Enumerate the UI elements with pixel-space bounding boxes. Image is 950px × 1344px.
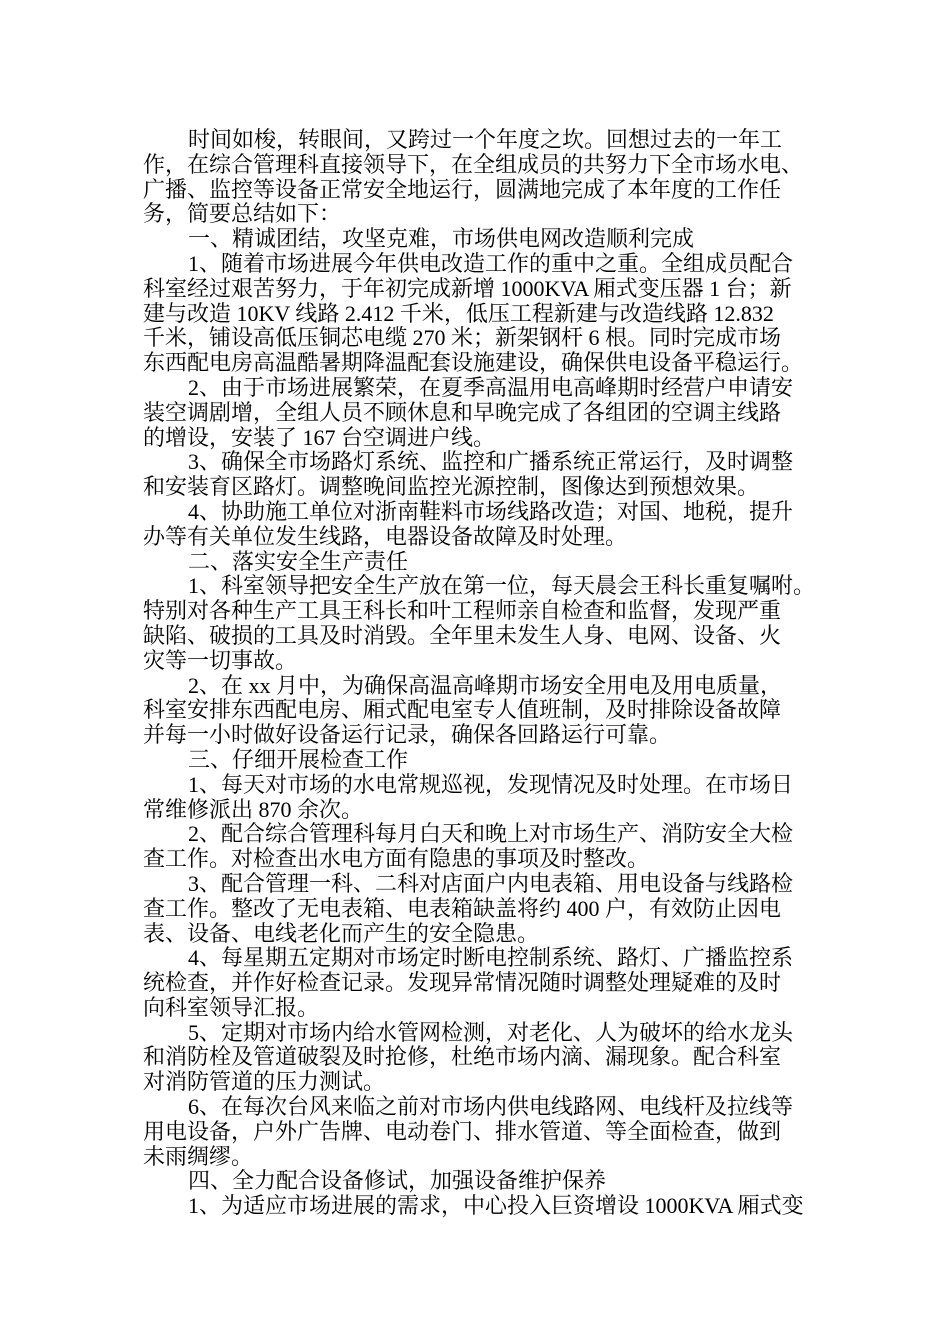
text-line: 3、配合管理一科、二科对店面户内电表箱、用电设备与线路检 xyxy=(188,870,794,896)
section-heading-1 xyxy=(143,227,805,252)
text-line: 2、由于市场进展繁荣，在夏季高温用电高峰期时经营户申请安 xyxy=(188,374,794,400)
text-line: 务，简要总结如下： xyxy=(143,201,342,227)
document-body xyxy=(143,127,816,1219)
text-line: 3、确保全市场路灯系统、监控和广播系统正常运行，及时调整 xyxy=(188,449,794,475)
paragraph-intro xyxy=(143,128,805,227)
text-line: 灾等一切事故。 xyxy=(143,647,298,673)
text-line: 特别对各种生产工具王科长和叶工程师亲自检查和监督，发现严重 xyxy=(143,598,782,624)
text-line: 作，在综合管理科直接领导下，在全组成员的共努力下全市场水电、 xyxy=(143,151,804,177)
section-heading: 二、落实安全生产责任 xyxy=(188,548,409,574)
paragraph xyxy=(143,376,805,450)
paragraph xyxy=(143,573,816,673)
text-line: 办等有关单位发生线路，电器设备故障及时处理。 xyxy=(143,523,628,549)
text-line: 查工作。整改了无电表箱、电表箱缺盖将约 400 户，有效防止因电 xyxy=(143,895,782,921)
text-line: 和安装育区路灯。调整晚间监控光源控制，图像达到预想效果。 xyxy=(143,474,760,500)
text-line: 广播、监控等设备正常安全地运行，圆满地完成了本年度的工作任 xyxy=(143,176,782,202)
text-line: 科室经过艰苦努力，于年初完成新增 1000KVA 厢式变压器 1 台；新 xyxy=(143,275,792,301)
text-line: 查工作。对检查出水电方面有隐患的事项及时整改。 xyxy=(143,846,650,872)
text-line: 4、协助施工单位对浙南鞋料市场线路改造；对国、地税，提升 xyxy=(188,498,794,524)
text-line: 1、随着市场进展今年供电改造工作的重中之重。全组成员配合 xyxy=(188,250,794,276)
paragraph xyxy=(143,1095,805,1169)
text-line: 常维修派出 870 余次。 xyxy=(143,796,364,822)
text-line: 4、每星期五定期对市场定时断电控制系统、路灯、广播监控系 xyxy=(188,945,794,971)
paragraph xyxy=(143,450,805,500)
section-heading-3 xyxy=(143,748,805,773)
text-line: 并每一小时做好设备运行记录，确保各回路运行可靠。 xyxy=(143,722,672,748)
text-line: 装空调剧增，全组人员不顾休息和早晚完成了各组团的空调主线路 xyxy=(143,399,782,425)
paragraph xyxy=(143,822,805,872)
section-heading: 三、仔细开展检查工作 xyxy=(188,746,409,772)
paragraph xyxy=(143,1021,805,1095)
text-line: 和消防栓及管道破裂及时抢修，杜绝市场内滴、漏现象。配合科室 xyxy=(143,1044,782,1070)
text-line: 缺陷、破损的工具及时消毁。全年里未发生人身、电网、设备、火 xyxy=(143,622,782,648)
text-line: 千米，铺设高低压铜芯电缆 270 米；新架钢杆 6 根。同时完成市场 xyxy=(143,325,782,351)
text-line: 5、定期对市场内给水管网检测，对老化、人为破坏的给水龙头 xyxy=(188,1019,794,1045)
section-heading: 四、全力配合设备修试，加强设备维护保养 xyxy=(188,1168,607,1194)
section-heading-2 xyxy=(143,550,805,575)
text-line: 2、配合综合管理科每月白天和晚上对市场生产、消防安全大检 xyxy=(188,821,794,847)
text-line: 的增设，安装了 167 台空调进户线。 xyxy=(143,424,496,450)
text-line: 6、在每次台风来临之前对市场内供电线路网、电线杆及拉线等 xyxy=(188,1094,794,1120)
paragraph xyxy=(143,946,805,1020)
paragraph xyxy=(143,773,805,823)
text-line: 用电设备，户外广告牌、电动卷门、排水管道、等全面检查，做到 xyxy=(143,1118,782,1144)
text-line: 科室安排东西配电房、厢式配电室专人值班制，及时排除设备故障 xyxy=(143,697,782,723)
text-line: 表、设备、电线老化而产生的安全隐患。 xyxy=(143,920,540,946)
text-line: 对消防管道的压力测试。 xyxy=(143,1069,386,1095)
paragraph xyxy=(143,674,805,748)
text-line: 未雨绸缪。 xyxy=(143,1143,254,1169)
text-line: 东西配电房高温酷暑期降温配套设施建设，确保供电设备平稳运行。 xyxy=(143,350,804,376)
section-heading: 一、精诚团结，攻坚克难，市场供电网改造顺利完成 xyxy=(188,226,695,252)
text-line: 时间如梭，转眼间，又跨过一个年度之坎。回想过去的一年工 xyxy=(188,127,783,152)
section-heading-4 xyxy=(143,1169,805,1194)
text-line: 统检查，并作好检查记录。发现异常情况随时调整处理疑难的及时 xyxy=(143,970,782,996)
paragraph xyxy=(143,500,805,550)
paragraph xyxy=(143,1194,805,1219)
text-line: 向科室领导汇报。 xyxy=(143,994,320,1020)
text-line: 1、科室领导把安全生产放在第一位，每天晨会王科长重复嘱咐。 xyxy=(188,573,816,599)
text-line: 1、每天对市场的水电常规巡视，发现情况及时处理。在市场日 xyxy=(188,771,794,797)
text-line: 2、在 xx 月中，为确保高温高峰期市场安全用电及用电质量， xyxy=(188,672,783,698)
paragraph xyxy=(143,872,805,946)
text-line: 1、为适应市场进展的需求，中心投入巨资增设 1000KVA 厢式变 xyxy=(188,1193,804,1219)
text-line: 建与改造 10KV 线路 2.412 千米，低压工程新建与改造线路 12.832 xyxy=(143,300,774,326)
paragraph xyxy=(143,252,805,376)
